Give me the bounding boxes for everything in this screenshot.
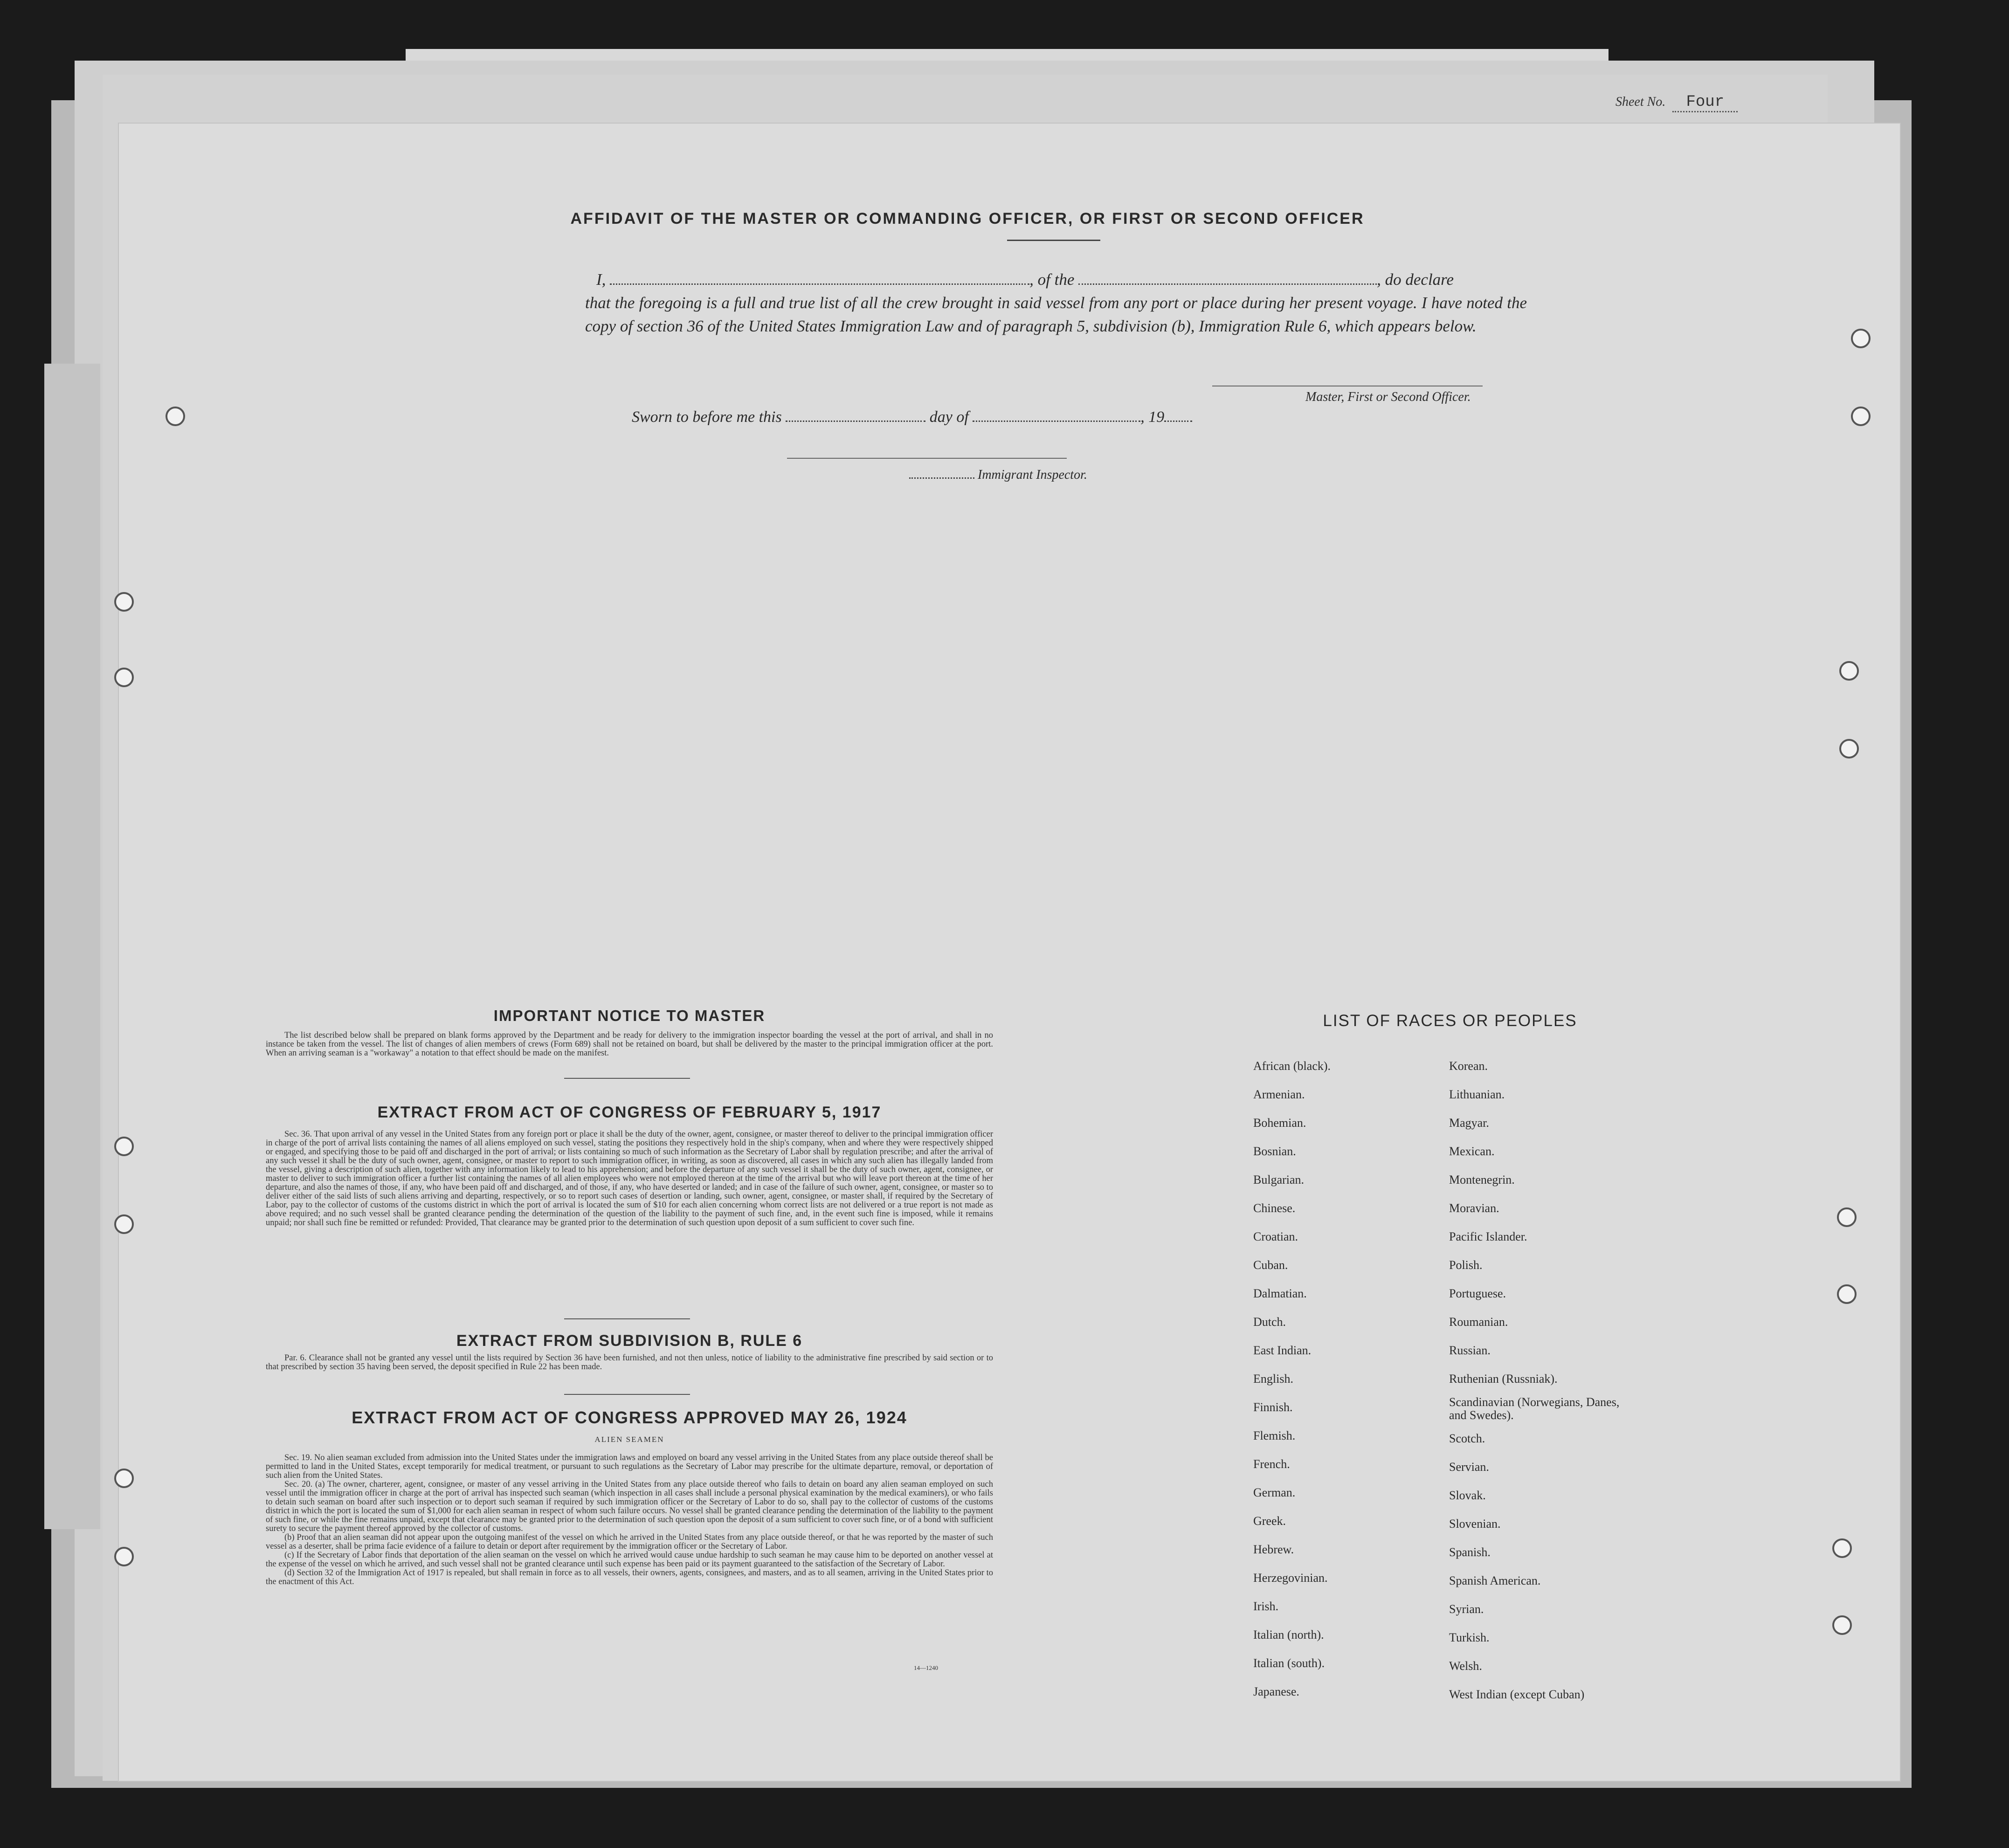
race-item: Croatian. xyxy=(1253,1230,1298,1243)
race-item: Polish. xyxy=(1449,1258,1483,1272)
race-item: Turkish. xyxy=(1449,1631,1490,1644)
section-divider xyxy=(564,1318,690,1319)
punch-hole xyxy=(1832,1615,1852,1635)
race-item: Lithuanian. xyxy=(1449,1088,1505,1101)
race-item: English. xyxy=(1253,1372,1293,1386)
race-item: Russian. xyxy=(1449,1344,1491,1357)
punch-hole xyxy=(1837,1207,1857,1227)
extract-1924-paragraph: (d) Section 32 of the Immigration Act of 1917 is repealed, but shall remain in force as to all vessels, their owners, agents, consignees, and masters, and as to all seamen, arriving in the United States prior to the enactment of this Act. xyxy=(266,1568,993,1586)
affidavit-title: AFFIDAVIT OF THE MASTER OR COMMANDING OFFICER, OR FIRST OR SECOND OFFICER xyxy=(570,210,1365,228)
punch-hole xyxy=(1839,661,1859,681)
race-item: Korean. xyxy=(1449,1059,1488,1073)
extract-1924-title: EXTRACT FROM ACT OF CONGRESS APPROVED MAY 26, 1924 xyxy=(352,1408,907,1427)
inspector-field[interactable] xyxy=(909,469,974,479)
punch-hole xyxy=(114,1214,134,1234)
notice-text xyxy=(266,1031,993,1058)
race-item: Bohemian. xyxy=(1253,1116,1306,1130)
punch-hole xyxy=(166,407,185,426)
race-item: Irish. xyxy=(1253,1600,1279,1613)
race-item: African (black). xyxy=(1253,1059,1331,1073)
punch-hole xyxy=(114,668,134,687)
race-item: Slovenian. xyxy=(1449,1517,1501,1531)
race-item: Pacific Islander. xyxy=(1449,1230,1527,1243)
do-declare-label: , do declare xyxy=(1377,270,1454,289)
race-item: Dalmatian. xyxy=(1253,1287,1307,1300)
sheet-number-value: Four xyxy=(1672,93,1738,112)
punch-hole xyxy=(1851,329,1871,348)
punch-hole xyxy=(114,1547,134,1566)
race-item: Magyar. xyxy=(1449,1116,1489,1130)
master-signature-label: Master, First or Second Officer. xyxy=(1305,390,1471,404)
year-prefix: , 19 xyxy=(1140,408,1165,426)
race-item: Bosnian. xyxy=(1253,1145,1296,1158)
extract-1917-text xyxy=(266,1130,993,1227)
punch-hole xyxy=(1837,1284,1857,1304)
extract-1924-paragraph: (c) If the Secretary of Labor finds that deportation of the alien seaman on the vessel on which he arrived would cause undue hardship to such seaman he may cause him to be deported on another vessel at the expense of the vessel on which he arrived, and such vessel shall not be granted clearance until such expense has been paid or its payment guaranteed to the satisfaction of the Secretary of Labor. xyxy=(266,1551,993,1569)
name-field[interactable] xyxy=(610,269,1029,285)
inspector-label-wrap xyxy=(909,468,1087,483)
sworn-prefix: Sworn to before me this xyxy=(632,408,782,426)
day-of-label: day of xyxy=(929,408,969,426)
race-item: Flemish. xyxy=(1253,1429,1296,1442)
month-field[interactable] xyxy=(973,407,1140,422)
punch-hole xyxy=(1832,1538,1852,1558)
day-field[interactable] xyxy=(786,407,925,422)
sheet-number xyxy=(1615,93,1738,112)
race-item: Hebrew. xyxy=(1253,1543,1294,1556)
vessel-field[interactable] xyxy=(1078,269,1377,285)
race-item: Cuban. xyxy=(1253,1258,1288,1272)
sworn-line xyxy=(632,407,1192,426)
extract-1924-text xyxy=(266,1454,993,1586)
notice-paragraph: The list described below shall be prepared on blank forms approved by the Department and be ready for delivery to the immigration inspector boarding the vessel at the port of arrival, and shall in no instance be taken from the vessel. The list of changes of alien members of crews (Form 689) shall not be retained on board, but shall be delivered by the master to the principal immigration officer at the port. When an arriving seaman is a "workaway" a notation to that effect should be made on the manifest. xyxy=(266,1031,993,1058)
race-item: Welsh. xyxy=(1449,1659,1482,1673)
subdivision-title: EXTRACT FROM SUBDIVISION B, RULE 6 xyxy=(456,1332,803,1350)
punch-hole xyxy=(1839,739,1859,759)
i-label: I, xyxy=(596,270,606,289)
punch-hole xyxy=(114,1137,134,1156)
races-column-2 xyxy=(1449,1052,1636,1709)
of-the-label: , of the xyxy=(1029,270,1075,289)
race-item: East Indian. xyxy=(1253,1344,1312,1357)
race-item: Scotch. xyxy=(1449,1432,1485,1445)
extract-1917-title: EXTRACT FROM ACT OF CONGRESS OF FEBRUARY 5, 1917 xyxy=(377,1103,882,1121)
affidavit-body: that the foregoing is a full and true list of all the crew brought in said vessel from any port or place during her present voyage. I have noted the copy of section 36 of the United States Immigration Law and of paragraph 5, subdivision (b), Immigration Rule 6, which appears below. xyxy=(585,294,1527,335)
race-item: West Indian (except Cuban) xyxy=(1449,1688,1585,1701)
race-item: Moravian. xyxy=(1449,1201,1499,1215)
punch-hole xyxy=(1851,407,1871,426)
race-item: Italian (north). xyxy=(1253,1628,1324,1641)
sheet-number-label: Sheet No. xyxy=(1615,95,1666,109)
race-item: Ruthenian (Russniak). xyxy=(1449,1372,1558,1386)
affidavit-text xyxy=(585,268,1527,338)
race-item: Roumanian. xyxy=(1449,1315,1508,1329)
race-item: Syrian. xyxy=(1449,1602,1484,1616)
race-item: Montenegrin. xyxy=(1449,1173,1515,1186)
race-item: Mexican. xyxy=(1449,1145,1495,1158)
year-field[interactable] xyxy=(1164,407,1192,422)
inspector-signature-line xyxy=(787,458,1067,459)
punch-hole xyxy=(114,1469,134,1488)
race-item: Japanese. xyxy=(1253,1685,1299,1698)
inspector-label: Immigrant Inspector. xyxy=(978,468,1087,482)
alien-seamen-subtitle: ALIEN SEAMEN xyxy=(594,1435,664,1444)
subdivision-paragraph: Par. 6. Clearance shall not be granted any vessel until the lists required by Section 36 have been furnished, and not then unless, notice of liability to the administrative fine prescribed by said section or to that prescribed by section 35 having been served, the deposit specified in Rule 22 has been made. xyxy=(266,1353,993,1372)
race-item: Chinese. xyxy=(1253,1201,1296,1215)
races-column-1 xyxy=(1253,1052,1331,1706)
punch-hole xyxy=(114,592,134,612)
extract-1924-paragraph: Sec. 19. No alien seaman excluded from admission into the United States under the immigration laws and employed on board any vessel arriving in the United States from any place outside thereof shall be permitted to land in the United States, except temporarily for medical treatment, or pursuant to such regulations as the Secretary of Labor may prescribe for the ultimate departure, removal, or deportation of such alien from the United States. xyxy=(266,1453,993,1480)
title-rule xyxy=(1007,240,1100,241)
race-item: Slovak. xyxy=(1449,1489,1486,1502)
extract-1924-paragraph: Sec. 20. (a) The owner, charterer, agent, consignee, or master of any vessel arriving in the United States from any place outside thereof who fails to detain on board any alien seaman employed on such vessel until the immigration officer in charge at the port of arrival has inspected such seaman (which inspection in all cases shall include a personal physical examination by the medical examiners), or who fails to detain such seaman on board after such inspection or to deport such seaman if required by such immigration officer or the Secretary of Labor to do so, shall pay to the collector of customs of the customs district in which the port is located the sum of $1,000 for each alien seaman in respect of whom such failure occurs. No vessel shall be granted clearance pending the determination of the liability to the payment of such fine, or while the fine remains unpaid, except that clearance may be granted prior to the determination of such question upon the deposit of a sum sufficient to cover such fine, or of a bond with sufficient surety to secure the payment thereof approved by the collector of customs. xyxy=(266,1480,993,1533)
binder-tab xyxy=(44,364,100,1529)
race-item: French. xyxy=(1253,1457,1290,1471)
extract-1924-paragraph: (b) Proof that an alien seaman did not appear upon the outgoing manifest of the vessel on which he arrived in the United States from any place outside thereof, or that he was reported by the master of such vessel as a deserter, shall be prima facie evidence of a failure to detain or deport after requirement by the immigration officer or the Secretary of Labor. xyxy=(266,1533,993,1551)
form-number: 14—1240 xyxy=(914,1664,938,1671)
section-divider xyxy=(564,1078,690,1079)
race-item: Bulgarian. xyxy=(1253,1173,1305,1186)
race-item: Servian. xyxy=(1449,1460,1489,1474)
race-item: Dutch. xyxy=(1253,1315,1286,1329)
extract-1917-paragraph: Sec. 36. That upon arrival of any vessel in the United States from any foreign port or place it shall be the duty of the owner, agent, consignee, or master thereof to deliver to the principal immigration officer in charge of the port of arrival lists containing the names of all aliens employed on such vessel, stating the positions they respectively hold in the ship's company, when and where they were respectively shipped or engaged, and specifying those to be paid off and discharged in the port of arrival; or lists containing so much of such information as the Secretary of Labor shall by regulation prescribe; and after the arrival of any such vessel it shall be the duty of such owner, agent, consignee, or master to report to such immigration officer, in writing, as soon as discovered, all cases in which any such alien has illegally landed from the vessel, giving a description of such alien, together with any information likely to lead to his apprehension; and before the departure of any such vessel it shall be the duty of such owner, agent, consignee, or master to deliver to such immigration officer a further list containing the names of all alien employees who were not employed thereon at the time of the arrival but who will leave port thereon at the time of her departure, and also the names of those, if any, who have been paid off and discharged, and of those, if any, who have deserted or landed; and in case of the failure of such owner, agent, consignee, or master so to deliver either of the said lists of such aliens arriving and departing, respectively, or so to report such cases of desertion or landing, such owner, agent, consignee, or master shall, if required by the Secretary of Labor, pay to the collector of customs of the customs district in which the port of arrival is located the sum of $10 for each alien concerning whom correct lists are not delivered or a true report is not made as above required; and no such vessel shall be granted clearance pending the determination of the question of the liability to the payment of such fine, and, in the event such fine is imposed, while it remains unpaid; nor shall such fine be remitted or refunded: Provided, That clearance may be granted prior to the determination of such question upon deposit of a sum sufficient to cover such fine. xyxy=(266,1130,993,1227)
race-item: Finnish. xyxy=(1253,1400,1293,1414)
subdivision-text xyxy=(266,1354,993,1372)
section-divider xyxy=(564,1394,690,1395)
declaration-line xyxy=(585,268,1527,291)
notice-title: IMPORTANT NOTICE TO MASTER xyxy=(493,1007,766,1024)
races-title: LIST OF RACES OR PEOPLES xyxy=(1323,1012,1577,1030)
race-item: Armenian. xyxy=(1253,1088,1305,1101)
race-item: Scandinavian (Norwegians, Danes, and Swedes). xyxy=(1449,1395,1620,1422)
race-item: Spanish American. xyxy=(1449,1574,1541,1587)
race-item: Italian (south). xyxy=(1253,1656,1325,1670)
race-item: Spanish. xyxy=(1449,1545,1491,1559)
race-item: German. xyxy=(1253,1486,1296,1499)
race-item: Portuguese. xyxy=(1449,1287,1506,1300)
race-item: Greek. xyxy=(1253,1514,1286,1528)
race-item: Herzegovinian. xyxy=(1253,1571,1328,1585)
